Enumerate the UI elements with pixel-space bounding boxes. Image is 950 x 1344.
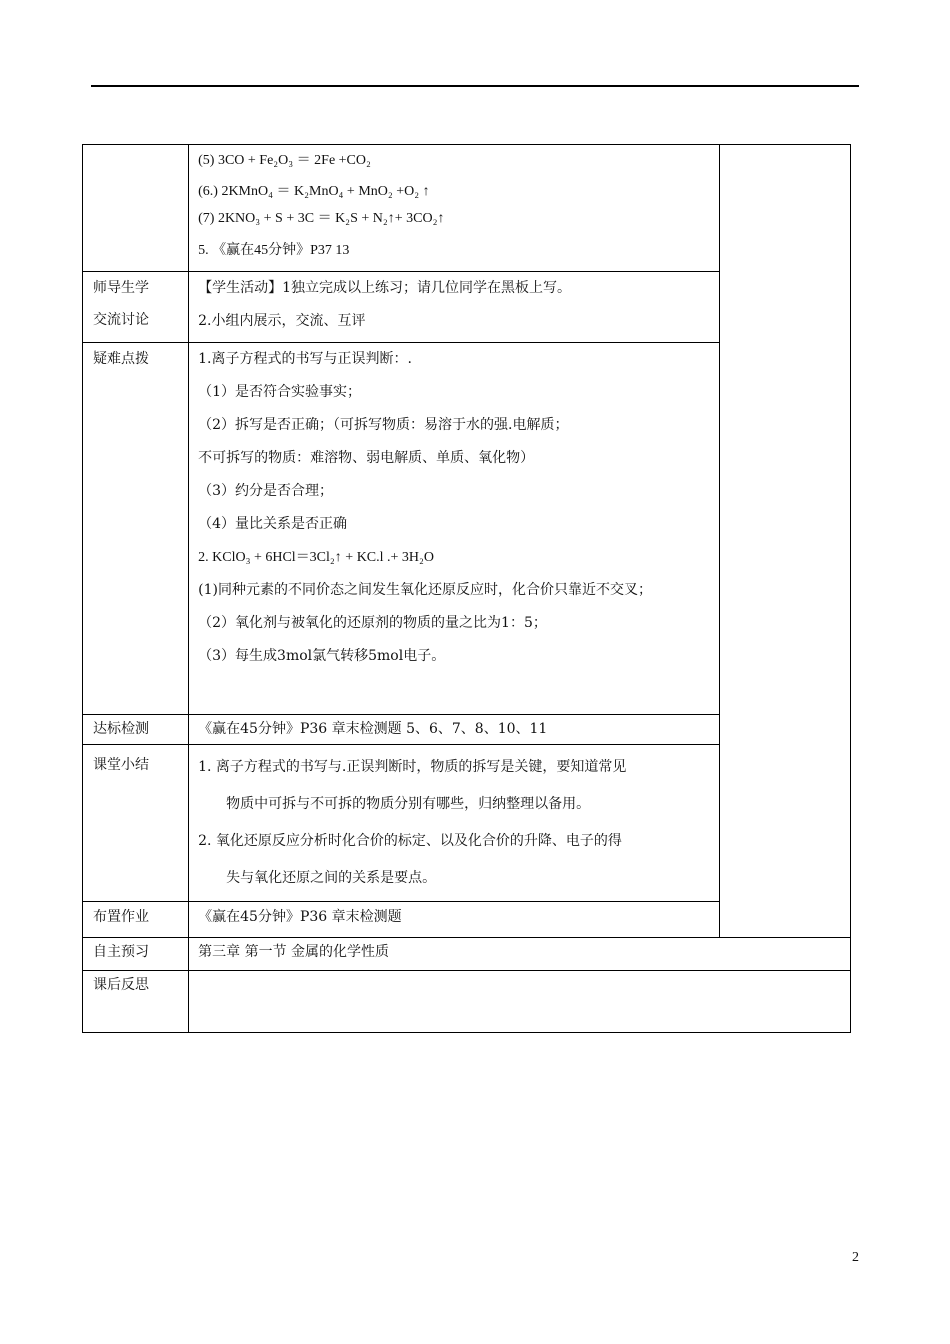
content-exercises (189, 145, 720, 272)
difficulty-line-8: (1)同种元素的不同价态之间发生氧化还原反应时，化合价只靠近不交叉； (198, 582, 652, 598)
row-exercises (83, 145, 851, 272)
header-rule (91, 85, 859, 87)
summary-line-4: 失与氧化还原之间的关系是要点。 (226, 870, 437, 886)
discussion-line-2: 2.小组内展示，交流、互评 (198, 313, 366, 329)
difficulty-line-10: （3）每生成3mol氯气转移5mol电子。 (198, 648, 446, 664)
equation-5: (5) 3CO + Fe₂O₃ ＝ 2Fe +CO₂ (198, 153, 371, 168)
label-preview (83, 938, 189, 971)
difficulty-line-4: 不可拆写的物质：难溶物、弱电解质、单质、氧化物） (198, 450, 535, 466)
content-reflection (189, 971, 851, 1033)
summary-line-2: 物质中可拆与不可拆的物质分别有哪些，归纳整理以备用。 (226, 796, 591, 812)
row-preview (83, 938, 851, 971)
preview-text: 第三章 第一节 金属的化学性质 (198, 944, 390, 960)
difficulty-line-1: 1.离子方程式的书写与正误判断：. (198, 351, 412, 367)
difficulty-line-3: （2）拆写是否正确；（可拆写物质：易溶于水的强.电解质； (198, 417, 569, 433)
difficulty-equation: 2. KClO₃ + 6HCl＝3Cl₂↑ + KC.l .+ 3H₂O (198, 550, 435, 565)
label-exercises (83, 145, 189, 272)
discussion-line-1: 【学生活动】1独立完成以上练习；请几位同学在黑板上写。 (198, 280, 572, 296)
label-discussion (83, 272, 189, 343)
difficulty-line-9: （2）氧化剂与被氧化的还原剂的物质的量之比为1：5； (198, 615, 547, 631)
label-assessment-text: 达标检测 (93, 721, 149, 737)
homework-text: 《赢在45分钟》P36 章末检测题 (198, 909, 402, 925)
equation-6: (6.) 2KMnO₄ ＝ K₂MnO₄ + MnO₂ +O₂ ↑ (198, 184, 430, 199)
equation-7: (7) 2KNO₃ + S + 3C ＝ K₂S + N₂↑+ 3CO₂↑ (198, 211, 445, 226)
content-homework (189, 902, 720, 938)
content-summary (189, 745, 720, 902)
summary-line-3: 2. 氧化还原反应分析时化合价的标定、以及化合价的升降、电子的得 (198, 833, 622, 849)
side-column (719, 145, 850, 938)
label-assessment (83, 715, 189, 745)
label-reflection-text: 课后反思 (93, 977, 149, 993)
label-discussion-line-2: 交流讨论 (93, 312, 149, 328)
label-preview-text: 自主预习 (93, 944, 149, 960)
lesson-plan-table (82, 144, 851, 1033)
label-homework-text: 布置作业 (93, 909, 149, 925)
content-difficulties (189, 343, 720, 715)
label-difficulties (83, 343, 189, 715)
label-discussion-line-1: 师导生学 (93, 280, 149, 296)
page-number: 2 (852, 1250, 859, 1265)
difficulty-line-6: （4）量比关系是否正确 (198, 516, 348, 532)
assessment-text: 《赢在45分钟》P36 章末检测题 5、6、7、8、10、11 (198, 721, 548, 737)
content-assessment (189, 715, 720, 745)
difficulty-line-5: （3）约分是否合理； (198, 483, 334, 499)
content-preview (189, 938, 851, 971)
label-summary (83, 745, 189, 902)
label-difficulties-text: 疑难点拨 (93, 351, 149, 367)
difficulty-line-2: （1）是否符合实验事实； (198, 384, 362, 400)
label-reflection (83, 971, 189, 1033)
reflection-text (189, 971, 850, 981)
label-homework (83, 902, 189, 938)
content-discussion (189, 272, 720, 343)
row-reflection (83, 971, 851, 1033)
summary-line-1: 1. 离子方程式的书写与.正误判断时，物质的拆写是关键，要知道常见 (198, 759, 627, 775)
label-summary-text: 课堂小结 (93, 757, 149, 773)
exercise-reference: 5. 《赢在45分钟》P37 13 (198, 243, 350, 258)
